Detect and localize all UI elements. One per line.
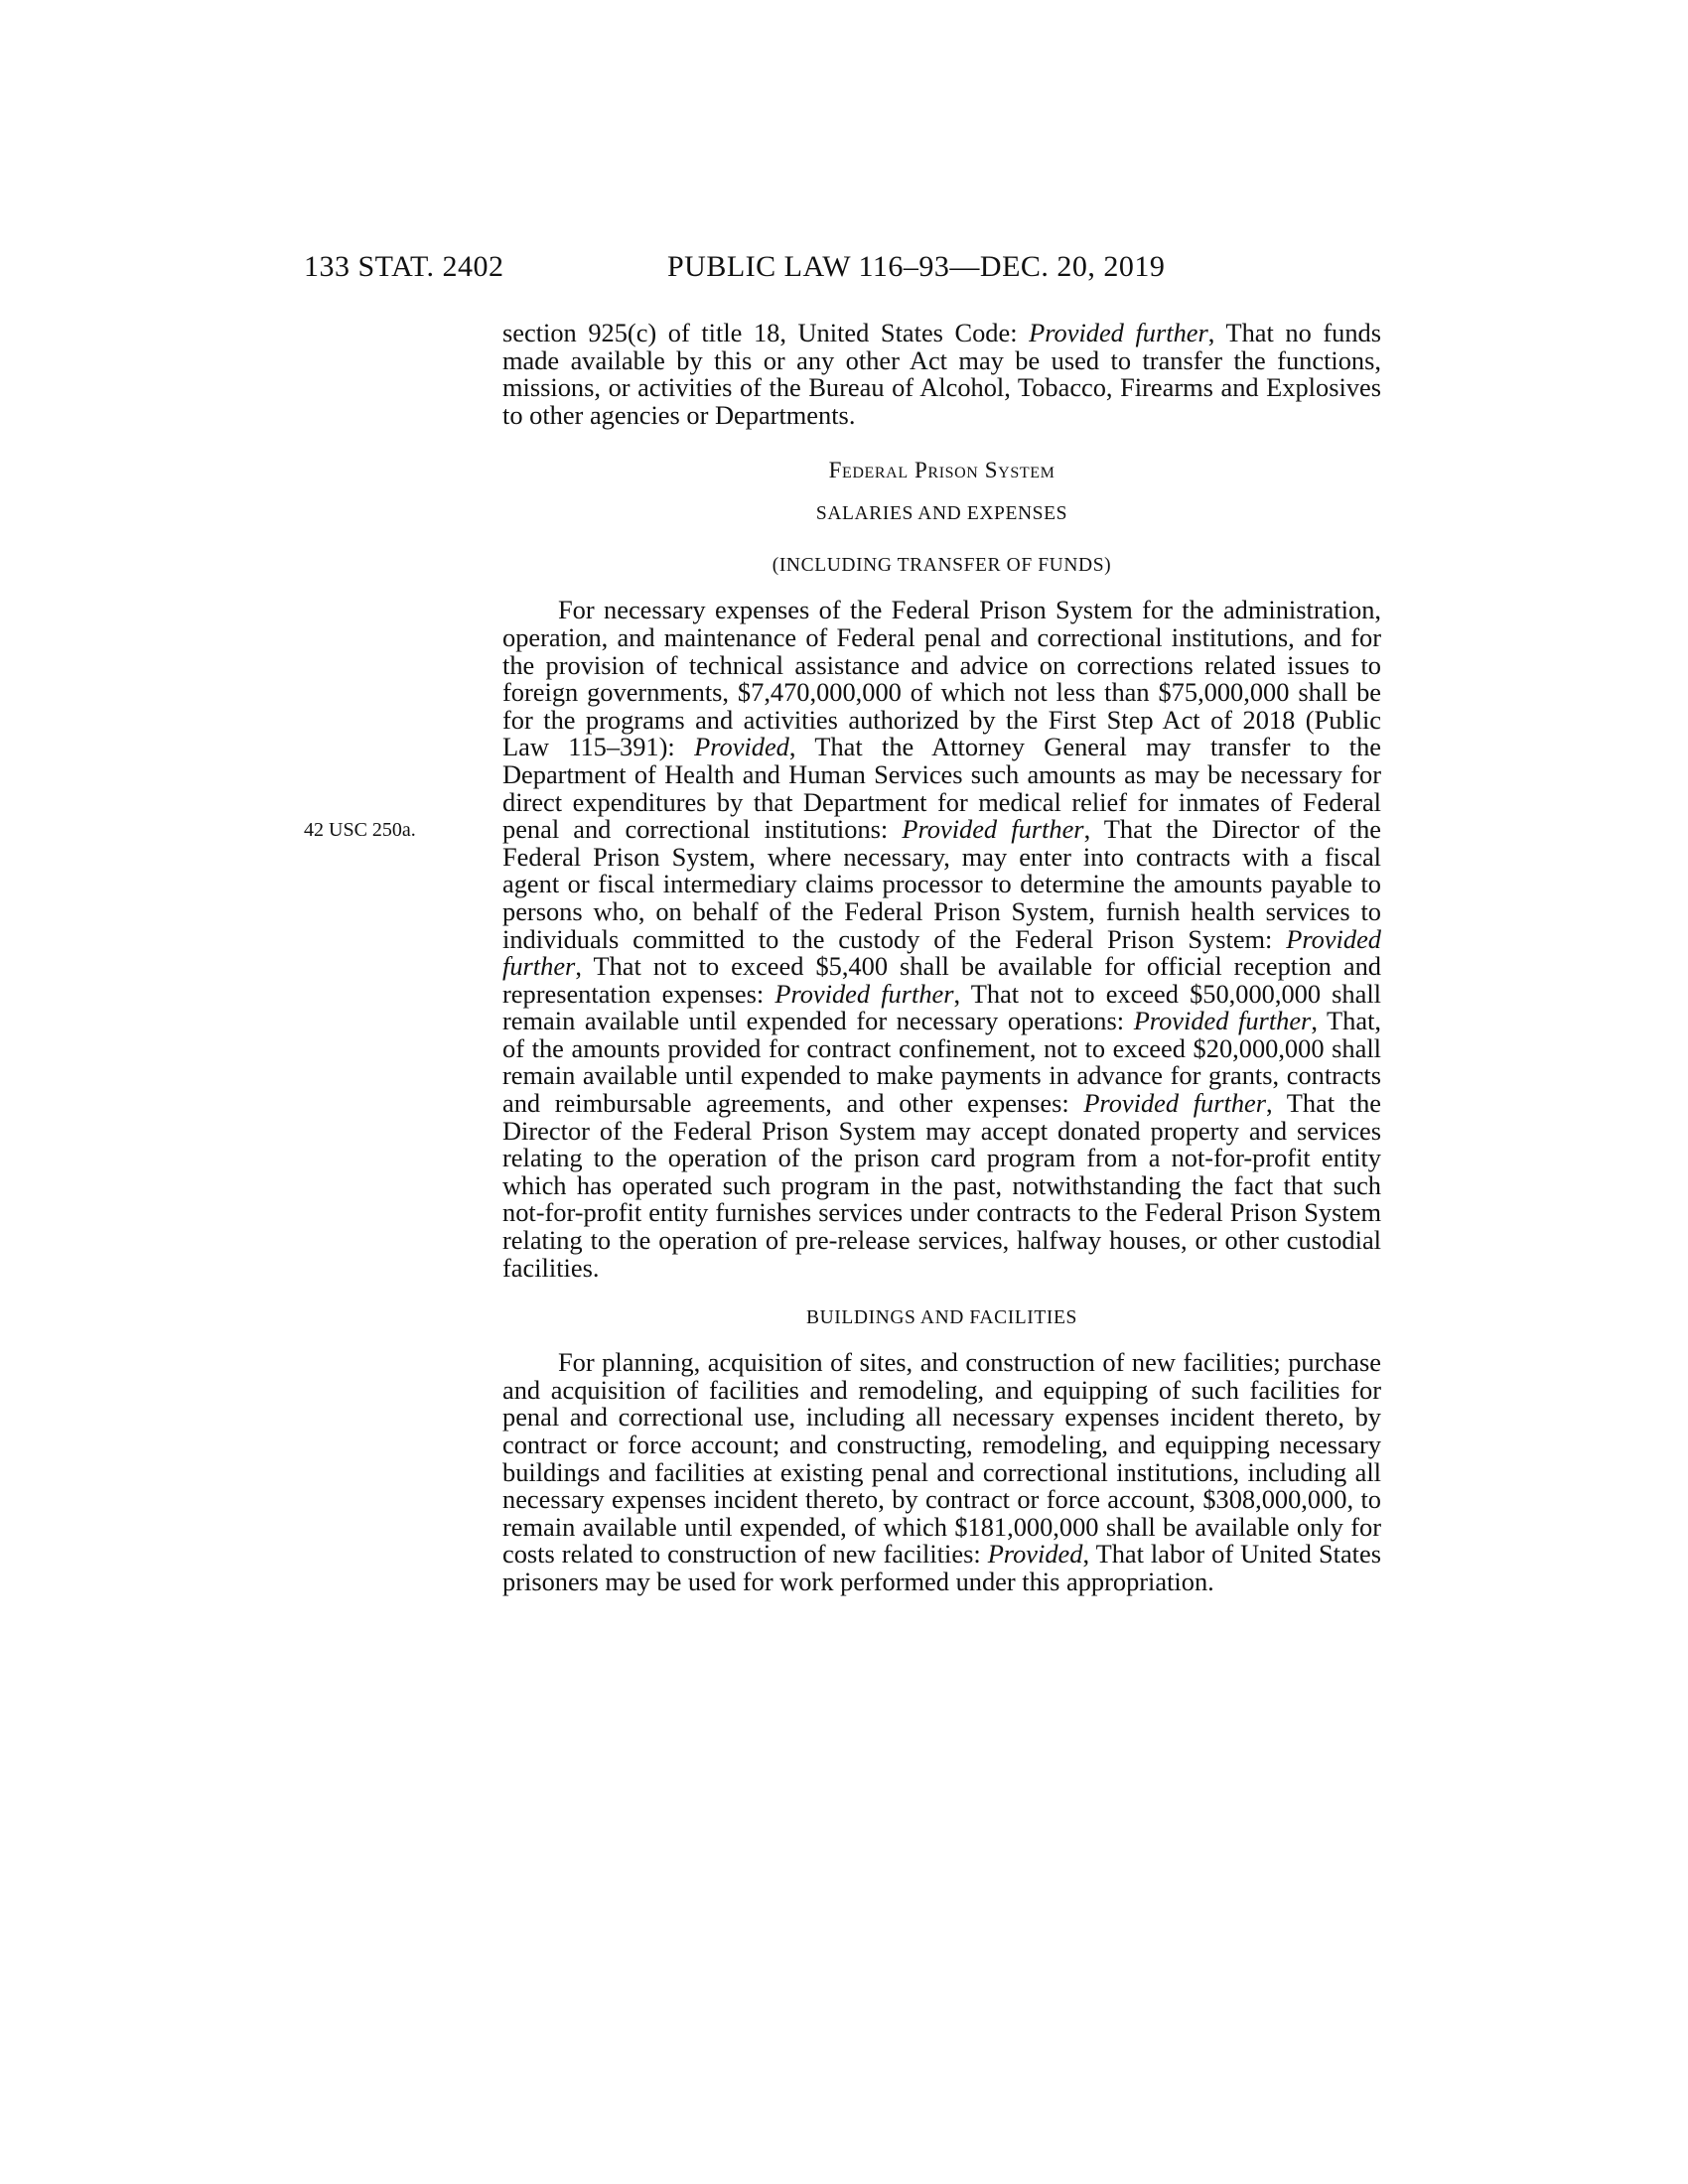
text-run: , That not to exceed $5,400 shall be available for official reception and representation expenses: (502, 951, 1381, 1009)
text-run: , That not to exceed $50,000,000 shall remain available until expended for necessary operations: (502, 978, 1381, 1036)
text-run: , That the Director of the Federal Prison System may accept donated property and services relating to the operation of the prison card program from a not-for-profit entity which has operated such program in the past, notwithstanding the fact that such not-for-profit entity furnishes services under contracts to the Federal Prison System relating to the operation of pre-release services, halfway houses, or other custodial facilities. (502, 1088, 1381, 1283)
text-run: , That the Attorney General may transfer to the Department of Health and Human Services such amounts as may be necessary for direct expenditures by that Department for medical relief for inmates of Federal penal and correctional institutions: (502, 732, 1381, 845)
body-column (502, 320, 1381, 1596)
proviso-italic: Provided further (774, 978, 954, 1009)
public-law-title: PUBLIC LAW 116–93—DEC. 20, 2019 (667, 250, 1166, 283)
text-run: section 925(c) of title 18, United States Code: (502, 318, 1030, 347)
proviso-italic: Provided further (1083, 1088, 1267, 1119)
proviso-italic: Provided further (902, 814, 1084, 845)
stat-page-number: 133 STAT. 2402 (304, 250, 504, 283)
margin-citation: 42 USC 250a. (304, 819, 416, 841)
heading-salaries-and-expenses: SALARIES AND EXPENSES (815, 503, 1068, 525)
proviso-italic: Provided further (502, 923, 1381, 982)
proviso-italic: Provided (987, 1539, 1083, 1570)
page-header (304, 250, 1381, 290)
proviso-italic: Provided further (1133, 1006, 1312, 1036)
text-run: , That labor of United States prisoners may be used for work performed under this appropriation. (502, 1539, 1381, 1596)
heading-federal-prison-system: Federal Prison System (828, 458, 1055, 483)
salaries-paragraph (502, 597, 1381, 1282)
text-run: , That, of the amounts provided for contract confinement, not to exceed $20,000,000 shall remain available until expended to make payments in advance for grants, contracts and reimbursable agreements, and other expenses: (502, 1006, 1382, 1119)
proviso-italic: Provided further (1029, 318, 1208, 347)
heading-including-transfer-of-funds: (INCLUDING TRANSFER OF FUNDS) (772, 555, 1112, 577)
continuation-paragraph (502, 320, 1381, 429)
proviso-italic: Provided (694, 732, 789, 762)
buildings-paragraph (502, 1349, 1381, 1595)
text-run: For necessary expenses of the Federal Prison System for the administration, operation, and maintenance of Federal penal and correctional institutions, and for the provision of technical assistance and advice on corrections related issues to foreign governments, $7,470,000,000 of which not less than $75,000,000 shall be for the programs and activities authorized by the First Step Act of 2018 (Public Law 115–391): (502, 595, 1381, 762)
text-run: , That no funds made available by this or any other Act may be used to transfer the functions, missions, or activities of the Bureau of Alcohol, Tobacco, Firearms and Explosives to other agencies or Departments. (502, 318, 1381, 430)
text-run: , That the Director of the Federal Prison System, where necessary, may enter into contracts with a fiscal agent or fiscal intermediary claims processor to determine the amounts payable to persons who, on behalf of the Federal Prison System, furnish health services to individuals committed to the custody of the Federal Prison System: (502, 814, 1381, 954)
heading-buildings-and-facilities: BUILDINGS AND FACILITIES (806, 1307, 1077, 1329)
text-run: For planning, acquisition of sites, and construction of new facilities; purchase and acquisition of facilities and remodeling, and equipping of such facilities for penal and correctional use, including all necessary expenses incident thereto, by contract or force account; and constructing, remodeling, and equipping necessary buildings and facilities at existing penal and correctional institutions, including all necessary expenses incident thereto, by contract or force account, $308,000,000, to remain available until expended, of which $181,000,000 shall be available only for costs related to construction of new facilities: (502, 1347, 1381, 1570)
